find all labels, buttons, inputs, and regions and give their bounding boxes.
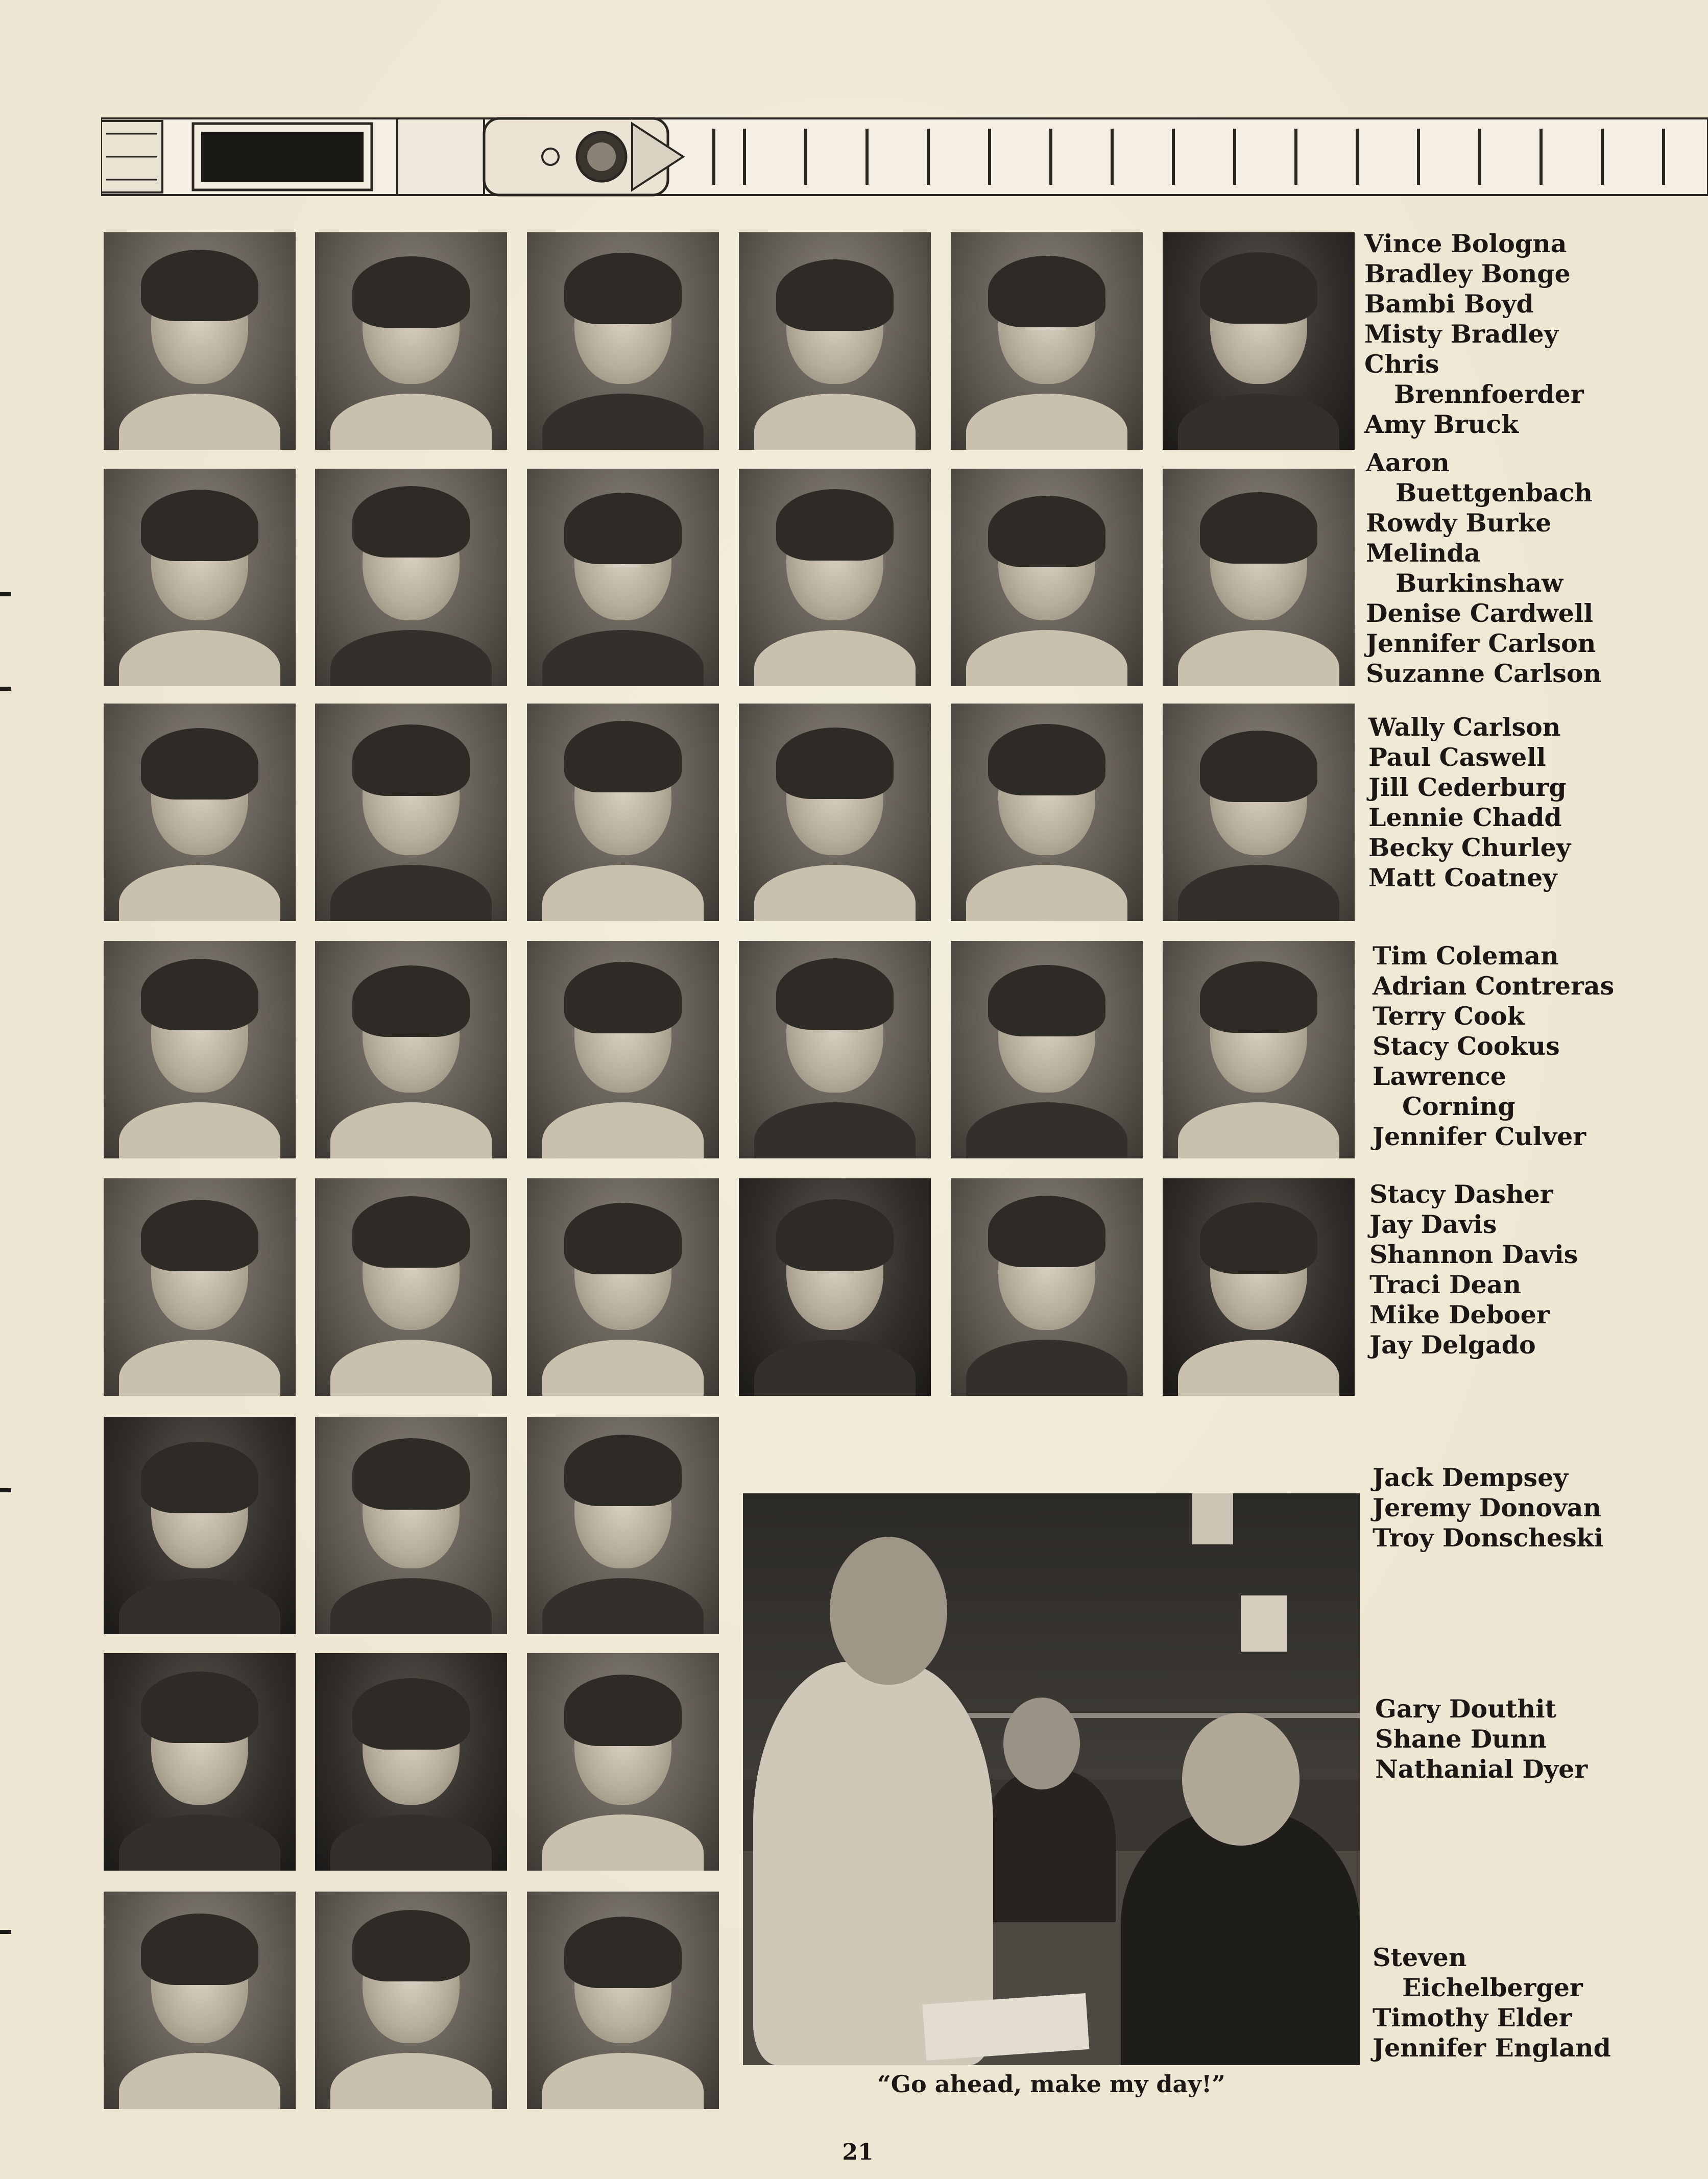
student-name: Lennie Chadd	[1368, 803, 1562, 832]
student-name: Chris	[1364, 349, 1439, 379]
student-name: Jill Cederburg	[1368, 772, 1567, 802]
student-name: Jennifer England	[1373, 2033, 1611, 2063]
belt-header-decoration	[101, 113, 1708, 200]
student-name: Jay Delgado	[1369, 1330, 1536, 1360]
student-name: Stacy Cookus	[1373, 1031, 1560, 1061]
names-list-row-5	[1369, 1179, 1578, 1360]
student-name: Jack Dempsey	[1373, 1463, 1568, 1492]
student-name: Brennfoerder	[1394, 379, 1584, 409]
student-name: Mike Deboer	[1369, 1300, 1550, 1329]
student-portrait	[315, 469, 507, 686]
student-portrait	[104, 232, 296, 450]
binder-mark	[0, 592, 11, 596]
student-name: Lawrence	[1373, 1061, 1507, 1091]
candid-classroom-photo	[743, 1493, 1360, 2065]
student-name: Wally Carlson	[1368, 712, 1561, 742]
student-portrait	[1163, 469, 1355, 686]
student-name: Eichelberger	[1402, 1973, 1583, 2002]
names-list-row-4	[1373, 941, 1614, 1152]
student-portrait	[1163, 704, 1355, 921]
student-portrait	[739, 1178, 931, 1396]
student-name: Adrian Contreras	[1373, 971, 1615, 1001]
student-name: Terry Cook	[1373, 1001, 1525, 1031]
binder-mark	[0, 1930, 11, 1934]
student-name: Traci Dean	[1369, 1270, 1522, 1299]
student-name: Gary Douthit	[1375, 1694, 1557, 1724]
binder-mark	[0, 687, 11, 691]
student-portrait	[104, 469, 296, 686]
student-name: Aaron	[1366, 448, 1450, 477]
student-name: Vince Bologna	[1364, 229, 1567, 258]
student-name: Nathanial Dyer	[1375, 1754, 1588, 1784]
student-name: Timothy Elder	[1373, 2003, 1572, 2032]
student-portrait	[951, 469, 1143, 686]
student-name: Jennifer Culver	[1373, 1122, 1586, 1151]
names-list-row-8	[1373, 1943, 1611, 2063]
student-name: Melinda	[1366, 538, 1481, 568]
student-name: Troy Donscheski	[1373, 1523, 1604, 1553]
student-portrait	[1163, 232, 1355, 450]
student-name: Steven	[1373, 1943, 1467, 1972]
student-portrait	[315, 704, 507, 921]
student-portrait	[527, 704, 719, 921]
student-name: Amy Bruck	[1364, 409, 1519, 439]
page-number: 21	[842, 2139, 874, 2165]
student-name: Denise Cardwell	[1366, 598, 1594, 628]
student-name: Rowdy Burke	[1366, 508, 1552, 538]
names-list-row-2	[1366, 448, 1601, 689]
student-portrait	[739, 704, 931, 921]
student-name: Shane Dunn	[1375, 1724, 1547, 1754]
student-portrait	[315, 1417, 507, 1634]
student-portrait	[315, 941, 507, 1158]
student-portrait	[527, 1178, 719, 1396]
student-name: Corning	[1402, 1092, 1515, 1121]
student-portrait	[527, 1653, 719, 1871]
student-name: Paul Caswell	[1368, 742, 1546, 772]
student-portrait	[1163, 941, 1355, 1158]
student-portrait	[104, 1892, 296, 2109]
student-name: Jeremy Donovan	[1373, 1493, 1602, 1522]
student-portrait	[104, 941, 296, 1158]
student-name: Stacy Dasher	[1369, 1179, 1553, 1209]
student-portrait	[527, 941, 719, 1158]
student-portrait	[951, 1178, 1143, 1396]
student-portrait	[104, 1653, 296, 1871]
student-portrait	[1163, 1178, 1355, 1396]
student-name: Misty Bradley	[1364, 319, 1559, 349]
student-portrait	[739, 232, 931, 450]
student-portrait	[951, 704, 1143, 921]
names-list-row-1	[1364, 229, 1584, 440]
photo-caption: “Go ahead, make my day!”	[877, 2070, 1225, 2098]
student-name: Jay Davis	[1369, 1209, 1497, 1239]
names-list-row-6	[1373, 1463, 1603, 1553]
student-portrait	[527, 1417, 719, 1634]
student-portrait	[527, 469, 719, 686]
student-portrait	[104, 1178, 296, 1396]
student-name: Burkinshaw	[1396, 568, 1563, 598]
student-portrait	[527, 232, 719, 450]
student-portrait	[951, 232, 1143, 450]
student-portrait	[739, 469, 931, 686]
student-portrait	[527, 1892, 719, 2109]
student-portrait	[315, 1892, 507, 2109]
binder-mark	[0, 1488, 11, 1492]
student-name: Jennifer Carlson	[1366, 628, 1596, 658]
student-portrait	[951, 941, 1143, 1158]
student-name: Shannon Davis	[1369, 1240, 1578, 1269]
student-portrait	[315, 1653, 507, 1871]
names-list-row-3	[1368, 712, 1571, 893]
student-portrait	[739, 941, 931, 1158]
student-name: Suzanne Carlson	[1366, 659, 1602, 688]
student-name: Tim Coleman	[1373, 941, 1559, 971]
student-name: Bradley Bonge	[1364, 259, 1571, 288]
student-name: Buettgenbach	[1396, 478, 1593, 507]
names-list-row-7	[1375, 1694, 1587, 1784]
student-portrait	[315, 232, 507, 450]
student-portrait	[315, 1178, 507, 1396]
student-name: Becky Churley	[1368, 833, 1571, 862]
student-name: Matt Coatney	[1368, 863, 1557, 892]
student-portrait	[104, 704, 296, 921]
student-name: Bambi Boyd	[1364, 289, 1534, 319]
student-portrait	[104, 1417, 296, 1634]
